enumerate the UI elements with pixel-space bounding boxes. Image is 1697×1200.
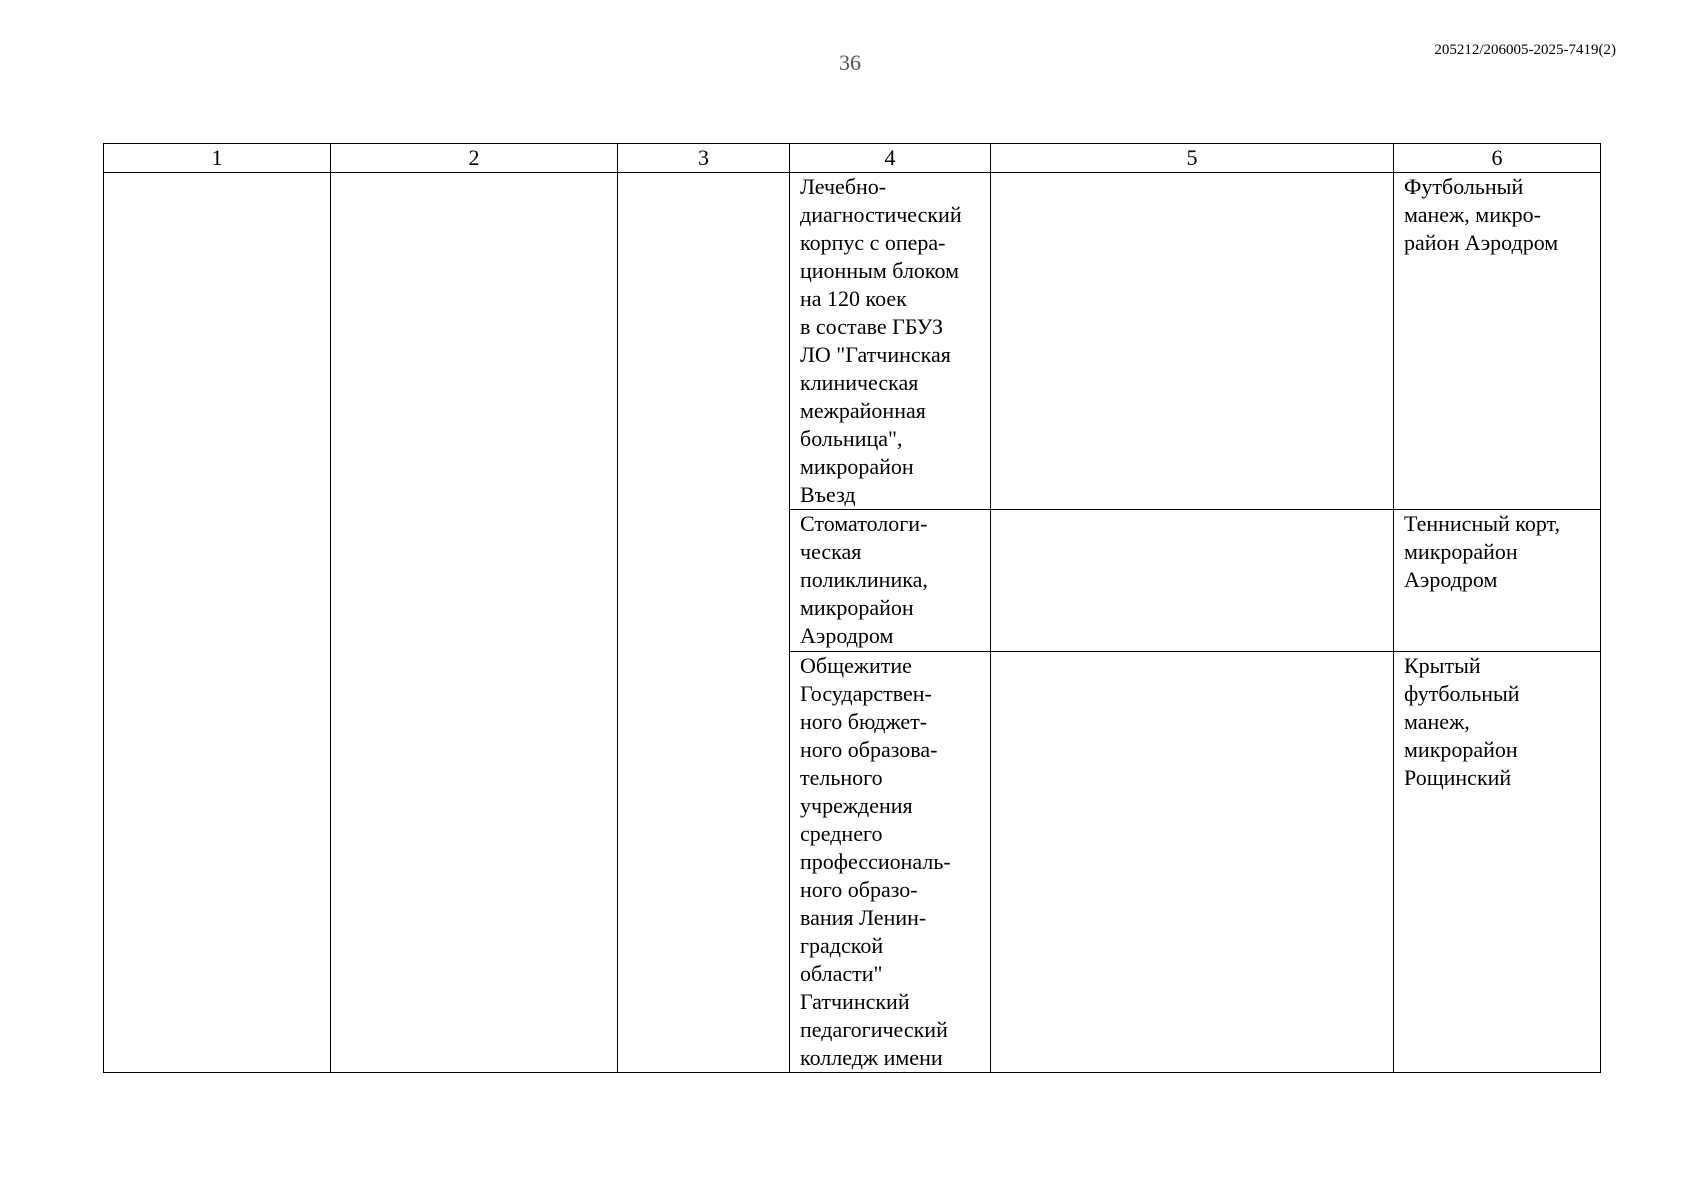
column-header-2: 2 [331,144,618,173]
cell-col6 [1394,510,1601,652]
column-header-1: 1 [104,144,331,173]
cell-text: Футбольный манеж, микро- район Аэродром [1404,174,1559,255]
column-header-3: 3 [618,144,790,173]
cell-col5 [991,652,1394,1073]
document-code: 205212/206005-2025-7419(2) [1434,42,1616,58]
table-header-row [104,144,1601,173]
cell-text: Лечебно- диагностический корпус с опера- ционным блоком на 120 коек в составе ГБУЗ ЛО "Гатчинская клиническая межрайонная больница", микрорайон Въезд [800,174,962,507]
data-table [103,143,1601,1073]
cell-col5 [991,510,1394,652]
cell-text: Теннисный корт, микрорайон Аэродром [1404,511,1561,592]
cell-col4 [790,173,991,510]
cell-text: Общежитие Государствен- ного бюджет- ного образова- тельного учреждения среднего профессиональ- ного образо- вания Ленин- градской области" Гатчинский педагогический колледж имени [800,653,951,1070]
cell-col2 [331,173,618,1073]
cell-col4 [790,510,991,652]
cell-text: Стоматологи- ческая поликлиника, микрорайон Аэродром [800,511,928,648]
column-header-6: 6 [1394,144,1601,173]
cell-col5 [991,173,1394,510]
cell-text: Крытый футбольный манеж, микрорайон Рощинский [1404,653,1520,790]
cell-col1 [104,173,331,1073]
column-header-5: 5 [991,144,1394,173]
cell-col4 [790,652,991,1073]
cell-col6 [1394,652,1601,1073]
cell-col6 [1394,173,1601,510]
page-number: 36 [839,50,861,75]
table-row [104,173,1601,510]
column-header-4: 4 [790,144,991,173]
cell-col3 [618,173,790,1073]
